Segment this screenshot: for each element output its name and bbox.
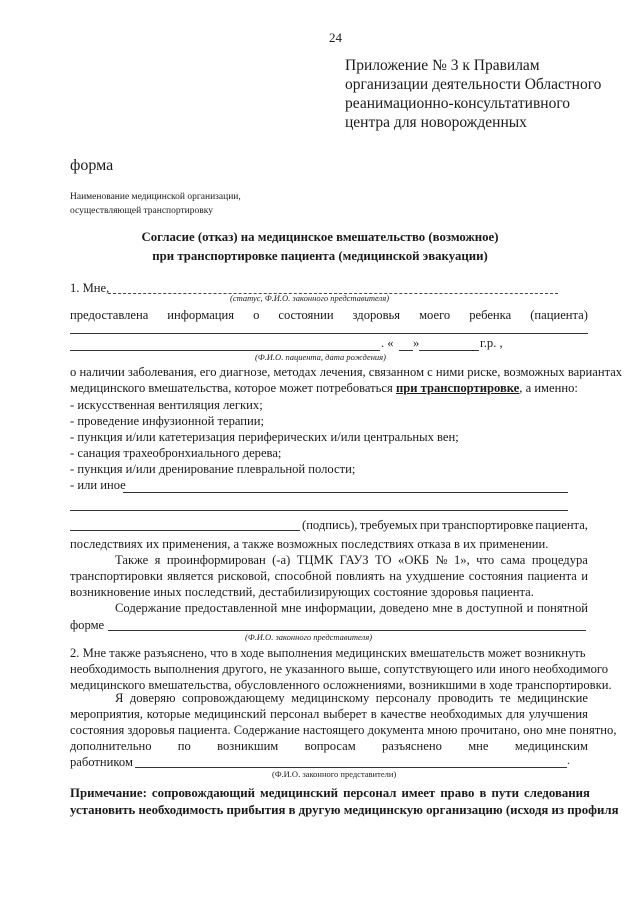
word: пациента, — [535, 518, 588, 532]
word: которые — [146, 707, 191, 721]
org-label-line: осуществляющей транспортировку — [70, 206, 213, 216]
word: медицинские — [517, 691, 588, 705]
word: медицинский — [260, 786, 339, 800]
section1-prefix: 1. Мне, — [70, 281, 110, 295]
rep-caption-1: (Ф.И.О. законного представителя) — [245, 632, 373, 642]
form-label: форма — [70, 157, 114, 174]
consequences-text: последствиях их применения, а также возможных последствиях отказа в их применении. — [70, 537, 549, 551]
word: те — [499, 691, 511, 705]
word: медицинским — [514, 739, 588, 753]
measures-line — [70, 707, 588, 722]
word: способной — [274, 569, 332, 583]
word: проинформирован — [166, 553, 266, 567]
word: рисковой, — [217, 569, 271, 583]
word: пациента — [527, 569, 577, 583]
note-line-1 — [70, 786, 590, 801]
word: понятной — [537, 601, 588, 615]
word: транспортировке — [441, 518, 534, 532]
word: (подпись), — [302, 518, 358, 532]
word: ТО — [374, 553, 392, 567]
word: «ОКБ — [398, 553, 430, 567]
list-item: - пункция и/или катетеризация периферических и/или центральных вен; — [70, 430, 459, 444]
word: состоянии — [278, 308, 334, 322]
year-suffix: г.р. , — [480, 336, 503, 350]
word: в — [479, 786, 487, 800]
list-item: - проведение инфузионной терапии; — [70, 414, 265, 428]
list-item: - искусственная вентиляция легких; — [70, 398, 263, 412]
date-close-quote: » — [413, 336, 420, 350]
illness-line: о наличии заболевания, его диагнозе, методах лечения, связанном с ними риске, возможных вариантах — [70, 365, 623, 379]
word: персонал — [343, 786, 397, 800]
list-item: - санация трахеобронхиального дерева; — [70, 446, 282, 460]
word: Содержание — [115, 601, 181, 615]
rep-line-2 — [135, 767, 567, 768]
informed-line — [115, 553, 588, 568]
rep-caption-2: (Ф.И.О. законного представители) — [272, 769, 397, 779]
word: вопросам — [304, 739, 356, 753]
word: ГАУЗ — [339, 553, 369, 567]
list-item: - пункция и/или дренирование плевральной полости; — [70, 462, 356, 476]
forme-label: форме — [70, 618, 105, 632]
word: информации, — [305, 601, 376, 615]
org-label-line: Наименование медицинской организации, — [70, 192, 241, 202]
status-caption: (статус, Ф.И.О. законного представителя) — [230, 293, 390, 303]
word: информация — [167, 308, 235, 322]
patient-line-2 — [70, 350, 380, 351]
list-item: - или иное — [70, 478, 126, 492]
word: необходимых — [430, 707, 503, 721]
word: разъяснено — [381, 739, 442, 753]
note-line-2: установить необходимость прибытия в другую медицинскую организацию (исходя из профиля — [70, 803, 619, 817]
signature-line-text — [302, 518, 588, 533]
risk-line — [70, 569, 588, 584]
intervention-list — [70, 397, 459, 493]
word: (пациента) — [530, 308, 588, 322]
word: мне — [432, 601, 453, 615]
word: моего — [419, 308, 451, 322]
word: дополнительно — [70, 739, 152, 753]
illness-line-2 — [70, 381, 578, 396]
signature-line — [70, 530, 300, 531]
word: доведено — [379, 601, 429, 615]
word: медицинский — [194, 707, 267, 721]
other-line — [123, 492, 568, 493]
word: ТЦМК — [296, 553, 334, 567]
appendix-block — [345, 56, 601, 132]
appendix-line: Приложение № 3 к Правилам — [345, 57, 540, 74]
word: Также — [115, 553, 149, 567]
document-title — [70, 228, 570, 266]
word: персоналу — [375, 691, 432, 705]
word: требуемых — [359, 518, 418, 532]
word: мне — [468, 739, 489, 753]
word: о — [253, 308, 260, 322]
word: № — [435, 553, 448, 567]
trust-line — [115, 691, 588, 706]
word: сопровождающий — [151, 786, 255, 800]
worker-label: работником — [70, 755, 133, 769]
title-line: при транспортировке пациента (медицинской эвакуации) — [152, 249, 488, 263]
s2-line: необходимость выполнения другого, не указанного выше, сопутствующего или иного необходимого — [70, 662, 609, 676]
word: право — [440, 786, 475, 800]
word: качестве — [380, 707, 427, 721]
read-line: состояния здоровья пациента. Содержание настоящего документа мною прочитано, оно мне понятно, — [70, 723, 617, 737]
date-open-quote: . « — [381, 336, 394, 350]
word: здоровья — [352, 308, 401, 322]
content-line — [115, 601, 588, 616]
word: на — [389, 569, 402, 583]
rep-line-1 — [108, 630, 586, 631]
word: пути — [491, 786, 519, 800]
word: транспортировки — [70, 569, 163, 583]
appendix-line: центра для новорожденных — [345, 114, 527, 131]
word: и — [526, 601, 534, 615]
word: медицинскому — [291, 691, 370, 705]
patient-caption: (Ф.И.О. пациента, дата рождения) — [255, 352, 386, 362]
word: сопровождающему — [181, 691, 285, 705]
word: состояния — [468, 569, 524, 583]
extra-line — [70, 739, 588, 754]
word: по — [177, 739, 191, 753]
title-line: Согласие (отказ) на медицинское вмешательство (возможное) — [141, 230, 499, 244]
word: (-а) — [272, 553, 291, 567]
org-label — [70, 190, 241, 218]
month-line — [419, 350, 479, 351]
word: сама — [500, 553, 526, 567]
word: повлиять — [336, 569, 385, 583]
word: доступной — [466, 601, 523, 615]
word: выберет — [323, 707, 367, 721]
word: ребенка — [469, 308, 512, 322]
appendix-line: реанимационно-консультативного — [345, 95, 571, 112]
word: персонал — [270, 707, 320, 721]
word: процедура — [531, 553, 588, 567]
illness-text: медицинского вмешательства, которое может потребоваться — [70, 381, 393, 395]
s2-line: медицинского вмешательства, обусловленного осложнениями, возникшими в ходе транспортировки. — [70, 678, 612, 692]
word: предоставленной — [184, 601, 278, 615]
word: предоставлена — [70, 308, 149, 322]
transport-emphasis: при транспортировке — [395, 381, 520, 395]
appendix-line: организации деятельности Областного — [345, 76, 602, 93]
word: мне — [280, 601, 302, 615]
word: что — [476, 553, 495, 567]
word: Примечание: — [70, 786, 147, 800]
provided-line — [70, 308, 588, 323]
word: в — [456, 601, 463, 615]
word: при — [419, 518, 440, 532]
complications-text: возникновение иных последствий, дестабилизирующих состояние здоровья пациента. — [70, 585, 534, 599]
day-line — [399, 350, 413, 351]
end-dot: . — [567, 753, 570, 767]
word: мероприятия, — [70, 707, 143, 721]
word: проводить — [437, 691, 494, 705]
word: возникшим — [217, 739, 279, 753]
patient-line-1 — [70, 333, 588, 334]
word: следования — [524, 786, 590, 800]
word: и — [581, 569, 588, 583]
word: 1», — [453, 553, 470, 567]
word: ухудшение — [406, 569, 465, 583]
s2-line: 2. Мне также разъяснено, что в ходе выполнения медицинских вмешательств может возникнуть — [70, 646, 586, 660]
section2-text — [70, 645, 612, 693]
word: доверяю — [129, 691, 176, 705]
blank-line-1 — [70, 510, 568, 511]
word: является — [167, 569, 214, 583]
word: улучшения — [528, 707, 588, 721]
namely-text: , а именно: — [519, 381, 578, 395]
word: для — [506, 707, 525, 721]
word: имеет — [401, 786, 436, 800]
word: я — [154, 553, 161, 567]
word: в — [370, 707, 377, 721]
word: Я — [115, 691, 124, 705]
page-number: 24 — [329, 30, 342, 45]
